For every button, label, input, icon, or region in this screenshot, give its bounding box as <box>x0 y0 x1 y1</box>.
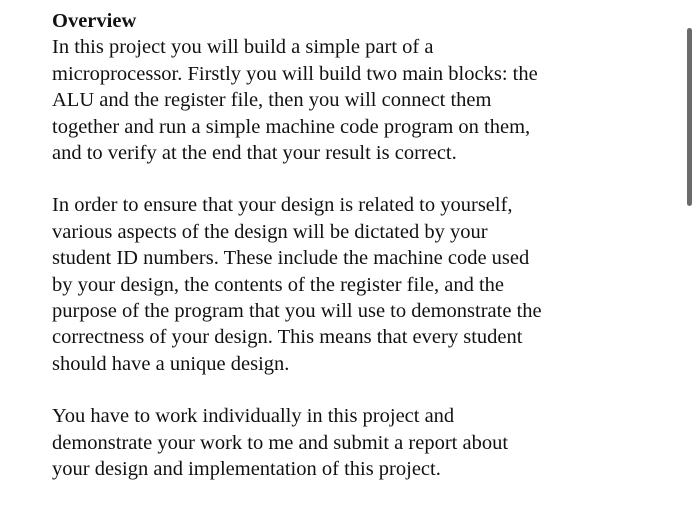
paragraph-line: your design and implementation of this project. <box>52 458 441 481</box>
paragraph-line: together and run a simple machine code program on them, <box>52 115 531 138</box>
paragraph-line: various aspects of the design will be dictated by your <box>52 220 488 243</box>
paragraph-design-requirements <box>52 192 652 377</box>
paragraph-line: and to verify at the end that your result is correct. <box>52 142 457 165</box>
paragraph-line: You have to work individually in this project and <box>52 405 455 428</box>
paragraph-line: correctness of your design. This means that every student <box>52 326 523 349</box>
vertical-scrollbar[interactable] <box>687 28 692 206</box>
paragraph-line: should have a unique design. <box>52 352 290 375</box>
paragraph-line: by your design, the contents of the register file, and the <box>52 273 505 296</box>
paragraph-line: purpose of the program that you will use to demonstrate the <box>52 300 542 323</box>
paragraph-line: In order to ensure that your design is related to yourself, <box>52 194 513 217</box>
paragraph-line: ALU and the register file, then you will connect them <box>52 89 492 112</box>
paragraph-intro <box>52 34 652 166</box>
paragraph-line: demonstrate your work to me and submit a report about <box>52 431 509 454</box>
paragraph-line: microprocessor. Firstly you will build two main blocks: the <box>52 62 538 85</box>
paragraph-line: In this project you will build a simple part of a <box>52 36 434 59</box>
paragraph-line: student ID numbers. These include the machine code used <box>52 247 530 270</box>
section-heading: Overview <box>52 10 137 32</box>
paragraph-individual-work <box>52 403 652 482</box>
document-body <box>52 8 652 509</box>
